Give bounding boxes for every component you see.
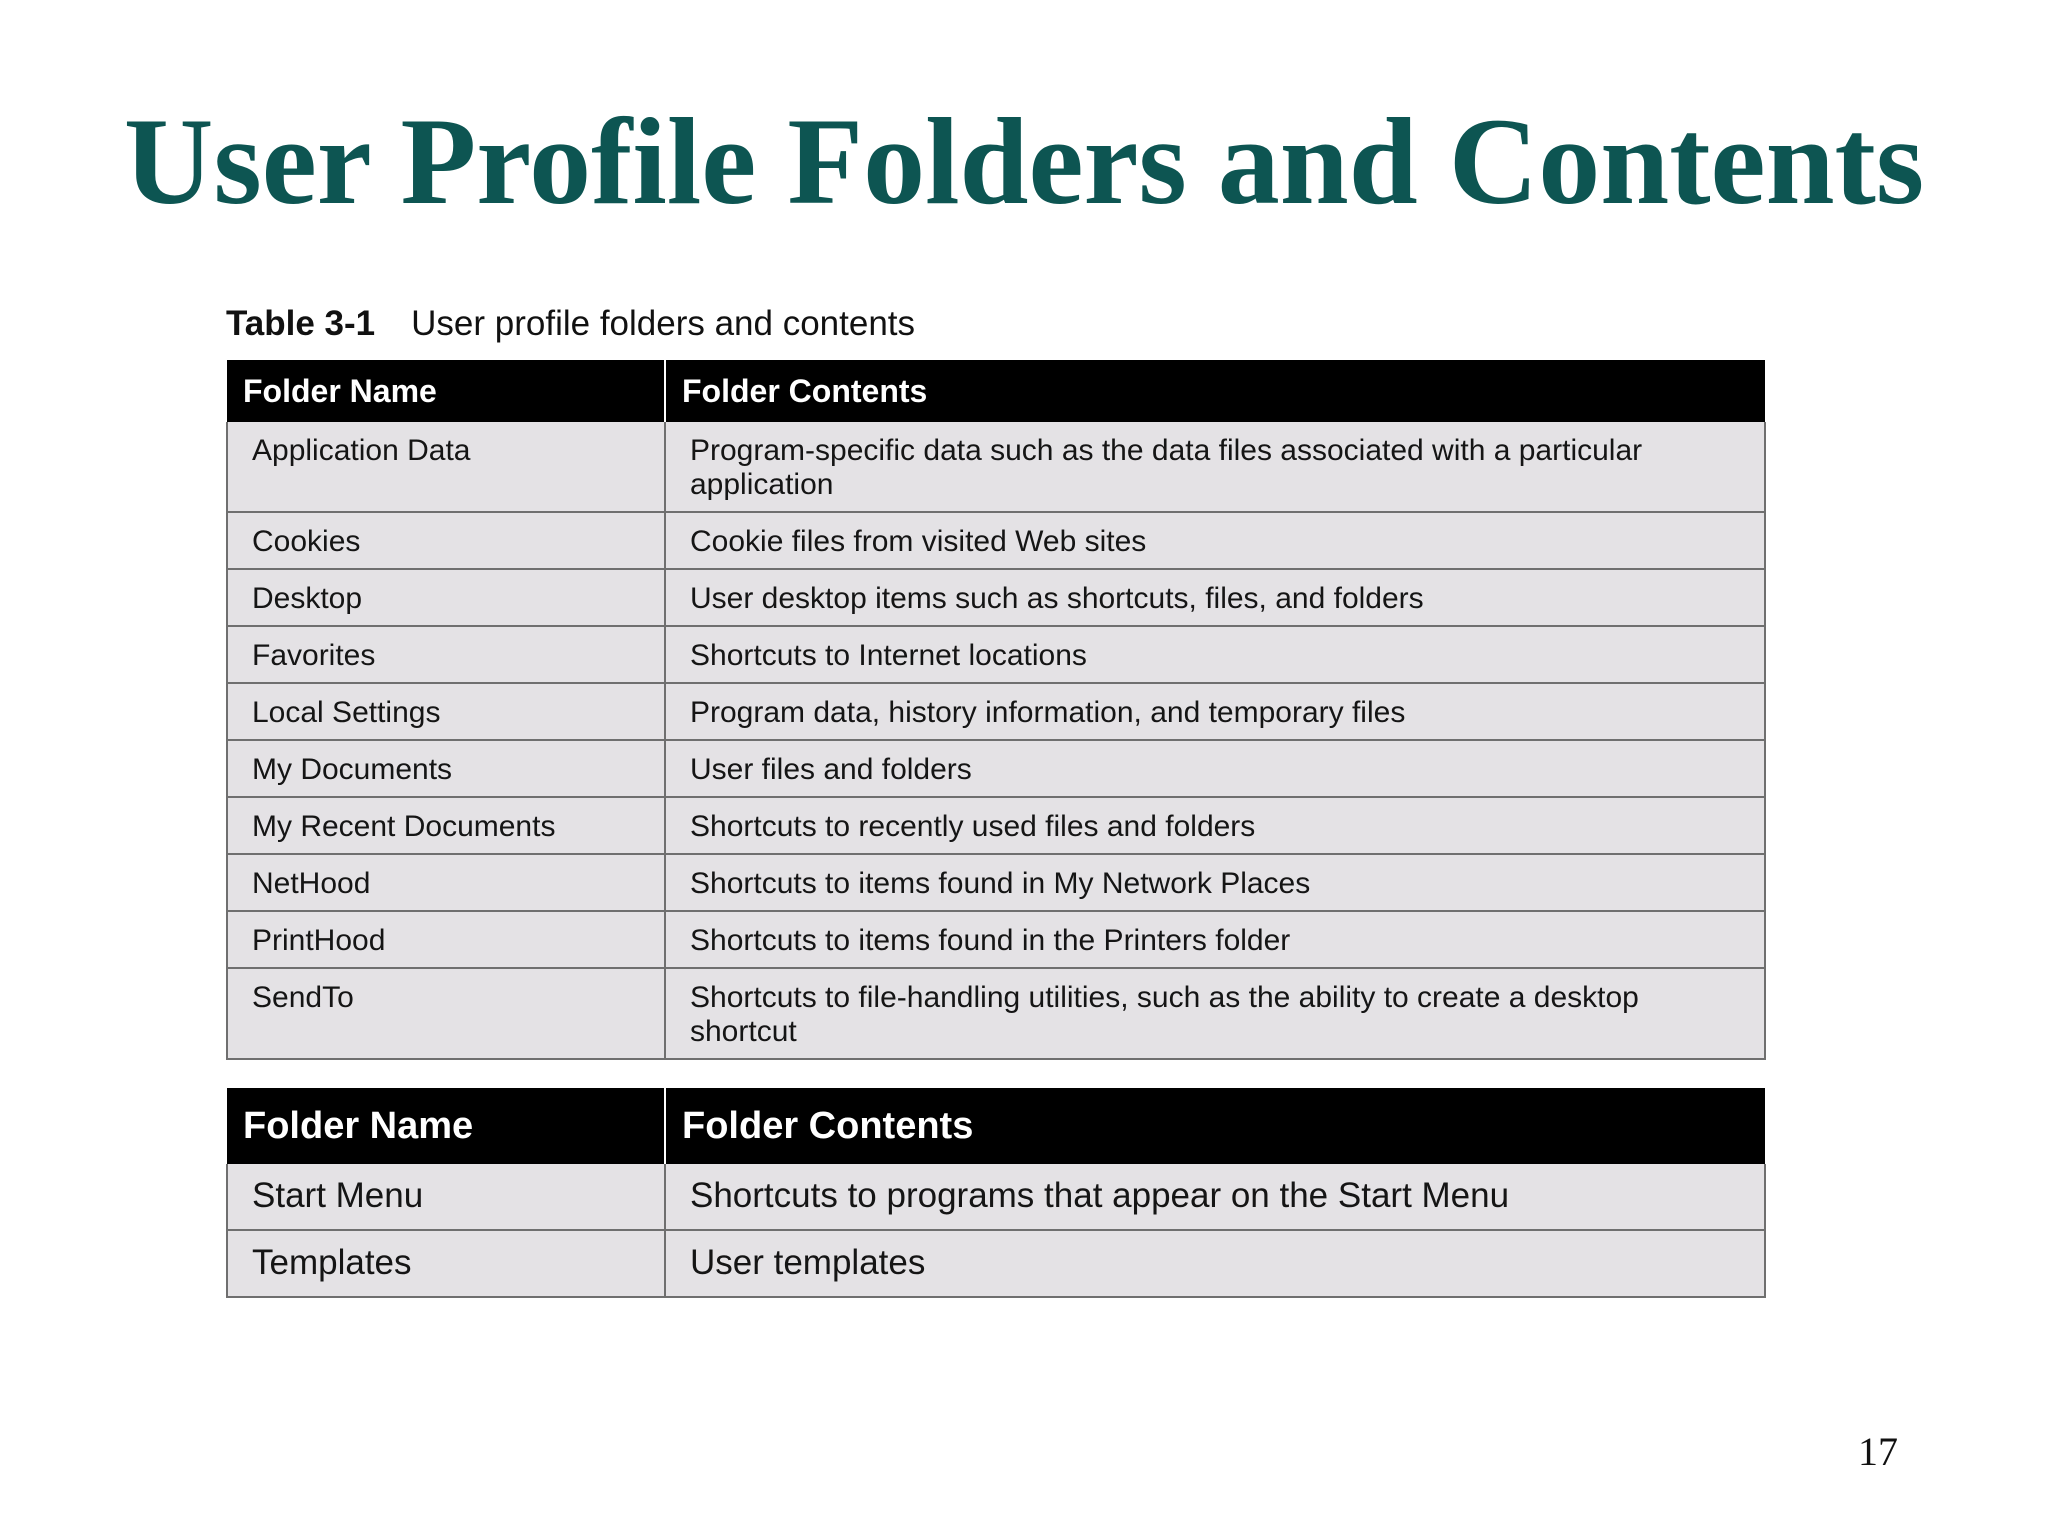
table-header-row	[227, 360, 1765, 422]
column-header-folder-name: Folder Name	[227, 1088, 665, 1164]
table-caption-text: User profile folders and contents	[411, 304, 916, 343]
table-row	[227, 854, 1765, 911]
folder-contents-cell: Shortcuts to Internet locations	[665, 626, 1765, 683]
profile-folders-table-2	[226, 1088, 1766, 1298]
folder-name-cell: Start Menu	[227, 1164, 665, 1230]
folder-name-cell: Application Data	[227, 422, 665, 512]
table-row	[227, 1164, 1765, 1230]
folder-contents-cell: Shortcuts to file-handling utilities, such as the ability to create a desktop shortcut	[665, 968, 1765, 1059]
folder-name-cell: Local Settings	[227, 683, 665, 740]
folder-contents-cell: Cookie files from visited Web sites	[665, 512, 1765, 569]
folder-name-cell: Cookies	[227, 512, 665, 569]
table-row	[227, 1230, 1765, 1297]
folder-name-cell: SendTo	[227, 968, 665, 1059]
table-row	[227, 683, 1765, 740]
table-row	[227, 911, 1765, 968]
folder-contents-cell: Shortcuts to recently used files and folders	[665, 797, 1765, 854]
table-caption	[226, 300, 915, 348]
folder-contents-cell: User desktop items such as shortcuts, files, and folders	[665, 569, 1765, 626]
table-caption-number: Table 3-1	[226, 304, 376, 343]
slide-title: User Profile Folders and Contents	[123, 93, 1925, 230]
table-row	[227, 626, 1765, 683]
folder-name-cell: My Recent Documents	[227, 797, 665, 854]
page-number: 17	[1858, 1429, 1898, 1474]
column-header-folder-contents: Folder Contents	[665, 1088, 1765, 1164]
folder-contents-cell: Program data, history information, and temporary files	[665, 683, 1765, 740]
folder-contents-cell: User files and folders	[665, 740, 1765, 797]
table-row	[227, 569, 1765, 626]
folder-contents-cell: Shortcuts to items found in My Network Places	[665, 854, 1765, 911]
folder-name-cell: Desktop	[227, 569, 665, 626]
table-row	[227, 968, 1765, 1059]
folder-contents-cell: User templates	[665, 1230, 1765, 1297]
table-row	[227, 512, 1765, 569]
table-header-row	[227, 1088, 1765, 1164]
folder-name-cell: PrintHood	[227, 911, 665, 968]
table-row	[227, 740, 1765, 797]
folder-contents-cell: Program-specific data such as the data files associated with a particular application	[665, 422, 1765, 512]
folder-contents-cell: Shortcuts to programs that appear on the Start Menu	[665, 1164, 1765, 1230]
column-header-folder-name: Folder Name	[227, 360, 665, 422]
profile-folders-table-1	[226, 360, 1766, 1060]
table-row	[227, 422, 1765, 512]
folder-name-cell: My Documents	[227, 740, 665, 797]
folder-name-cell: Favorites	[227, 626, 665, 683]
folder-name-cell: NetHood	[227, 854, 665, 911]
column-header-folder-contents: Folder Contents	[665, 360, 1765, 422]
folder-contents-cell: Shortcuts to items found in the Printers folder	[665, 911, 1765, 968]
folder-name-cell: Templates	[227, 1230, 665, 1297]
table-row	[227, 797, 1765, 854]
